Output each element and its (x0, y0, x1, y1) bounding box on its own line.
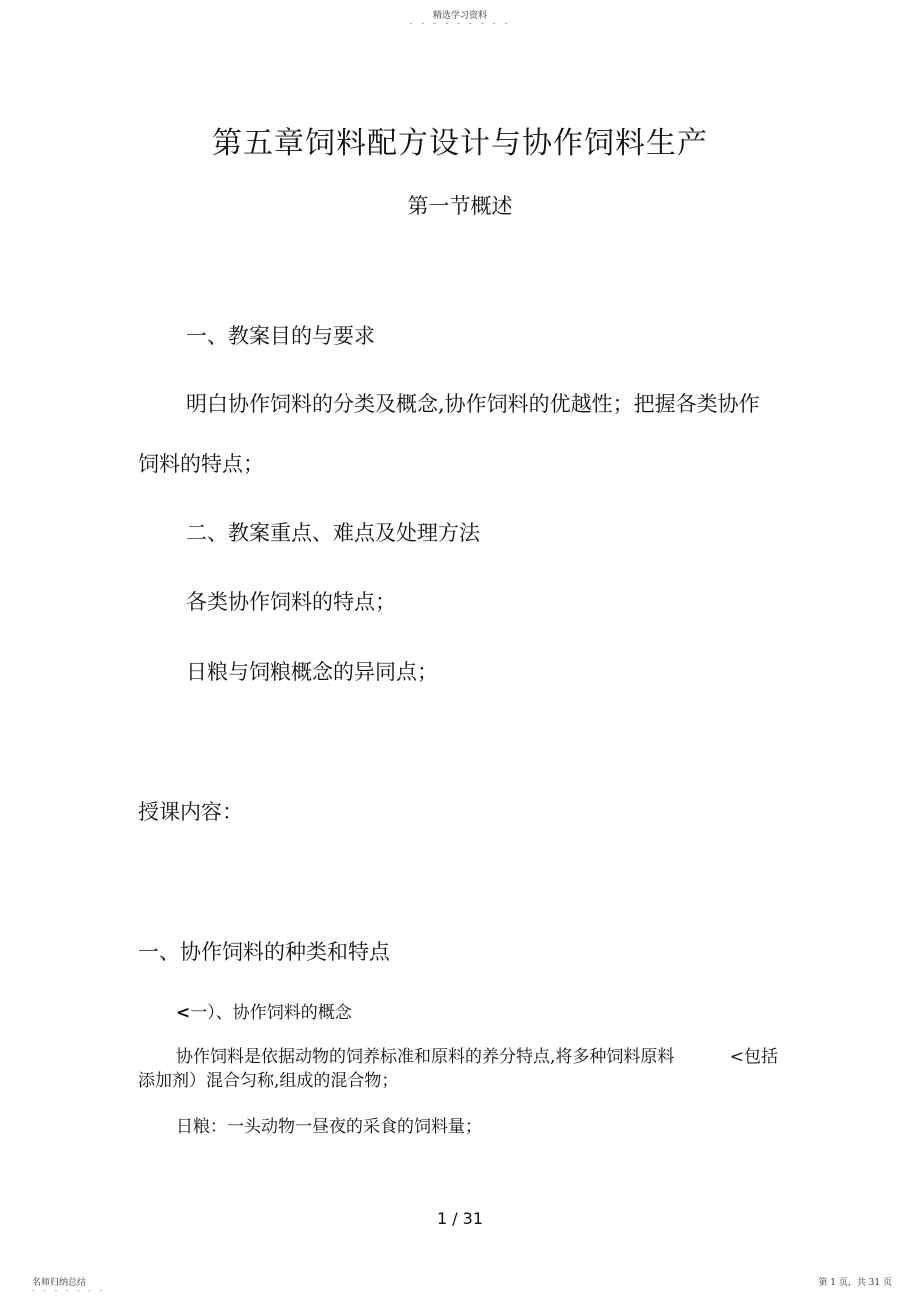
chapter-title: 第五章饲料配方设计与协作饲料生产 (212, 126, 708, 161)
header-label: 精选学习资料 (432, 11, 487, 21)
subsection-title: 一）、协作饲料的概念 (190, 1003, 352, 1023)
objectives-line-1: 明白协作饲料的分类及概念,协作饲料的优越性；把握各类协作 (186, 392, 760, 416)
subsection-heading (176, 998, 352, 1023)
section-title: 第一节概述 (407, 194, 513, 218)
objectives-heading: 一、教案目的与要求 (186, 324, 375, 348)
key-point-1: 各类协作饲料的特点； (186, 590, 396, 614)
key-points-heading: 二、教案重点、难点及处理方法 (186, 521, 480, 545)
paragraph-line-2: 添加剂）混合匀称,组成的混合物； (138, 1071, 399, 1091)
footer-page-count: 第 1 页，共 31 页 (818, 1278, 892, 1288)
paragraph-line-1-tail: <包括 (729, 1047, 778, 1067)
page-number: 1 / 31 (436, 1209, 484, 1228)
footer-left-label: 名师归纳总结 (32, 1278, 87, 1288)
footer-left-dashes: - - - - - - - (32, 1286, 106, 1295)
paragraph-line-1: 协作饲料是依据动物的饲养标准和原料的养分特点,将多种饲料原料 (176, 1047, 675, 1067)
header-dashes: - - - - - - - - - (409, 19, 511, 29)
definition-line: 日粮：一头动物一昼夜的采食的饲料量； (176, 1117, 482, 1137)
subsection-marker: < (176, 1003, 191, 1023)
content-heading: 授课内容： (138, 800, 243, 824)
key-point-2: 日粮与饲粮概念的异同点； (186, 660, 438, 684)
objectives-line-2: 饲料的特点； (138, 452, 264, 476)
part1-heading: 一、协作饲料的种类和特点 (138, 940, 390, 964)
